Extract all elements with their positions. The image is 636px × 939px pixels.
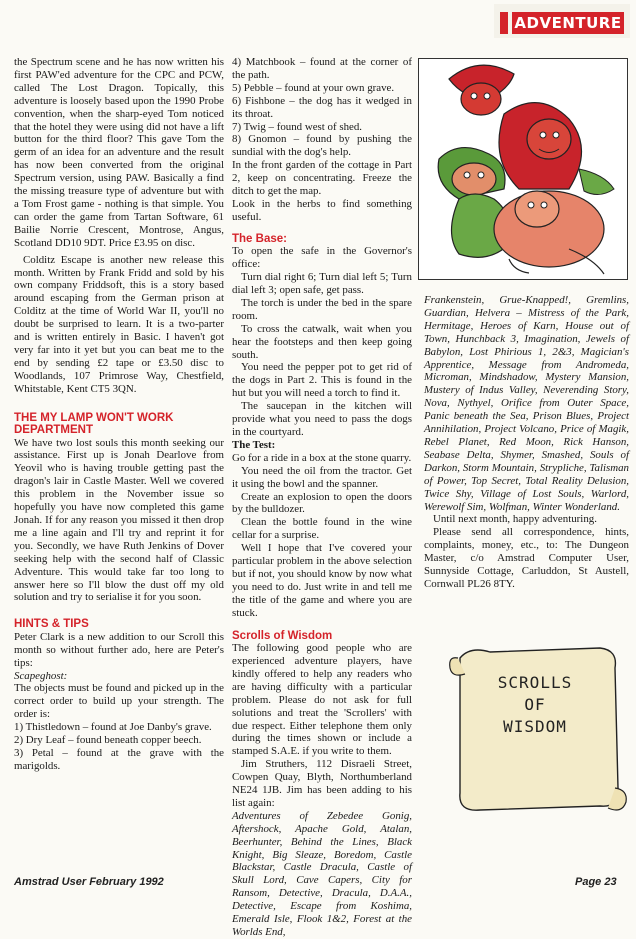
paragraph: You need the oil from the tractor. Get it using the bowl and the spanner.: [232, 464, 412, 490]
paragraph: To cross the catwalk, wait when you hear the footsteps and then keep going south.: [232, 322, 412, 361]
paragraph: Go for a ride in a box at the stone quarry.: [232, 451, 412, 464]
game-list-text: Adventures of Zebedee Gonig, Aftershock, Apache Gold, Atalan, Beerhunter, Behind the Lines, Black Knight, Big Sleaze, Boredom, Castle Blackstar, Castle Dracula, Castle of Skull Lord, Cave Capers, City for Ransom, Detective, Dracula, D.A.A., Detective, Escape from Koshima, Emerald Isle, Flook 1&2, Forest at the Worlds End,: [232, 809, 412, 938]
game-title: Scapeghost:: [14, 669, 68, 682]
section-badge: [494, 4, 630, 38]
paragraph: To open the safe in the Governor's office:: [232, 245, 412, 271]
paragraph: You need the pepper pot to get rid of the dogs in Part 2. This is found in the hut but you will need a torch to find it.: [232, 361, 412, 400]
list-item: 8) Gnomon – found by pushing the sundial with the dog's help.: [232, 133, 412, 159]
goblins-drawing: [419, 59, 627, 279]
column-left: [14, 56, 224, 773]
game-list: [232, 810, 412, 939]
column-right: [424, 294, 629, 591]
paragraph: Look in the herbs to find something useful.: [232, 197, 412, 223]
badge-bar: [500, 12, 508, 34]
paragraph: The objects must be found and picked up in the correct order to build up your strength. The order is:: [14, 682, 224, 721]
scroll-line: WISDOM: [503, 717, 567, 736]
list-item: 3) Petal – found at the grave with the marigolds.: [14, 747, 224, 772]
paragraph: Turn dial right 6; Turn dial left 5; Turn dial left 3; open safe, get pass.: [232, 271, 412, 296]
scroll-line: SCROLLS: [497, 673, 573, 692]
subheading-the-base: The Base:: [232, 232, 287, 245]
list-item: 5) Pebble – found at your own grave.: [232, 81, 395, 94]
section-heading-scrolls: Scrolls of Wisdom: [232, 629, 333, 642]
list-item: 7) Twig – found west of shed.: [232, 120, 363, 133]
paragraph: Please send all correspondence, hints, complaints, money, etc., to: The Dungeon Master, c/o Amstrad Computer User, Sunnyside Cottage, Carluddon, St Austell, Cornwall PL26 8TY.: [424, 526, 629, 590]
paragraph: We have two lost souls this month seeking our assistance. First up is Jonah Dearlove from Yeovil who is having trouble getting past the dragon's lair in Castle Master. Well we covered this problem in the November issue so hopefully you have now completed this game Jonah. If for any reason you missed it then drop me a line again and I'll try and reprint it for you. Secondly, we have Ruth Jenkins of Dover seeking help with the second half of Classic Adventure. This would take far too long to answer here so I'll blow the dust off my old solution and try to serialise it for you soon.: [14, 436, 224, 604]
paragraph: Create an explosion to open the doors by the bulldozer.: [232, 490, 412, 516]
game-list-text: Frankenstein, Grue-Knapped!, Gremlins, Guardian, Helvera – Mistress of the Park, Hermitage, Heroes of Karn, House out of Town, Hunchback 3, Imagination, Jewels of Babylon, Lost Phirious 1, 2&3, Magician's Apprentice, Message from Andromeda, Microman, Mindshadow, Mystery Mansion, Mustery of Indus Valley, Neverending Story, Nova, Nythyel, Orifice from Outer Space, Panic beneath the Sea, Prison Blues, Project Annihilation, Project Volcano, Price of Magik, Rebel Planet, Red Moon, Rick Hanson, Seabase Delta, Shymer, Smashed, Souls of Darkon, Storm Mountain, Strypliche, Talisman of Power, Top Secret, Total Reality Delusion, Twice Shy, Village of Lost Souls, Warlord, Werewolf Sim, Wolfman, Winter Wonderland.: [424, 294, 629, 513]
paragraph: the Spectrum scene and he has now written his first PAW'ed adventure for the CPC and PCW, called The Lost Dragon. Topically, this adventure is loosely based upon the 1990 Probe convention, when the sharp-eyed Tom noticed that the hotel they were using did not have a lift button for the third floor? This gave Tom the germ of an idea for an adventure and the result has now been converted from the original Spectrum version, using PAW. Basically a find the missing treasure type of adventure but with a Tom Frost game - nothing is that simple. You can order the game from Tartan Software, 61 Bailie Norrie Crescent, Montrose, Angus, Scotland DD10 9DT. Price £3.95 on disc.: [14, 56, 224, 249]
list-item: 2) Dry Leaf – found beneath copper beech.: [14, 734, 202, 747]
paragraph: In the front garden of the cottage in Part 2, keep on concentrating. Freeze the ditch to get the map.: [232, 159, 412, 198]
footer-page-number: Page 23: [575, 876, 617, 888]
subheading: [14, 670, 224, 683]
list-item: 6) Fishbone – the dog has it wedged in its throat.: [232, 94, 412, 120]
list-item: 4) Matchbook – found at the corner of the path.: [232, 56, 412, 81]
game-list: [424, 294, 629, 513]
scroll-title: [470, 672, 600, 738]
paragraph: The following good people who are experienced adventure players, have kindly offered to help any readers who are having difficulty with a particular problem. Please do not ask for full solutions and treat the 'Scrollers' with due respect. Either telephone them only during the times shown or include a stamped S.A.E. if you write to them.: [232, 642, 412, 758]
paragraph: Until next month, happy adventuring.: [433, 513, 597, 526]
paragraph: Jim Struthers, 112 Disraeli Street, Cowpen Quay, Blyth, Northumberland NE24 1JB. Jim has been adding to his list again:: [232, 758, 412, 809]
scroll-line: OF: [524, 695, 546, 714]
section-heading: THE MY LAMP WON'T WORK DEPARTMENT: [14, 411, 174, 437]
footer-magazine: Amstrad User February 1992: [14, 876, 164, 888]
paragraph: Peter Clark is a new addition to our Scroll this month so without further ado, here are Peter's tips:: [14, 630, 224, 669]
section-title: ADVENTURE: [512, 12, 624, 34]
cartoon-illustration: [418, 58, 628, 280]
subheading-the-test: The Test:: [232, 438, 276, 451]
column-middle: [232, 56, 412, 939]
paragraph: The torch is under the bed in the spare room.: [232, 296, 412, 322]
list-item: 1) Thistledown – found at Joe Danby's grave.: [14, 721, 212, 734]
paragraph: The saucepan in the kitchen will provide what you need to pass the dogs in the courtyard.: [232, 400, 412, 438]
section-heading: HINTS & TIPS: [14, 618, 89, 631]
paragraph: Clean the bottle found in the wine cellar for a surprise.: [232, 516, 412, 542]
paragraph: Well I hope that I've covered your particular problem in the above selection but if not, you should know by now what you need to do. Just write in and tell me the title of the game and where you are stuck.: [232, 542, 412, 619]
paragraph: Colditz Escape is another new release this month. Written by Frank Fridd and sold by his own company Friddsoft, this is a story based around escaping from the German prison at Colditz at the time of World War II, you'll no doubt be surprised to learn. It is a two-parter and is written entirely in Basic. I haven't got very far into it yet but you can beat me to the end by sending £2 tape or £3.50 disc to Woodlands, 107 Primrose Way, Chestfield, Whitstable, Kent CT5 3QN.: [14, 253, 224, 395]
